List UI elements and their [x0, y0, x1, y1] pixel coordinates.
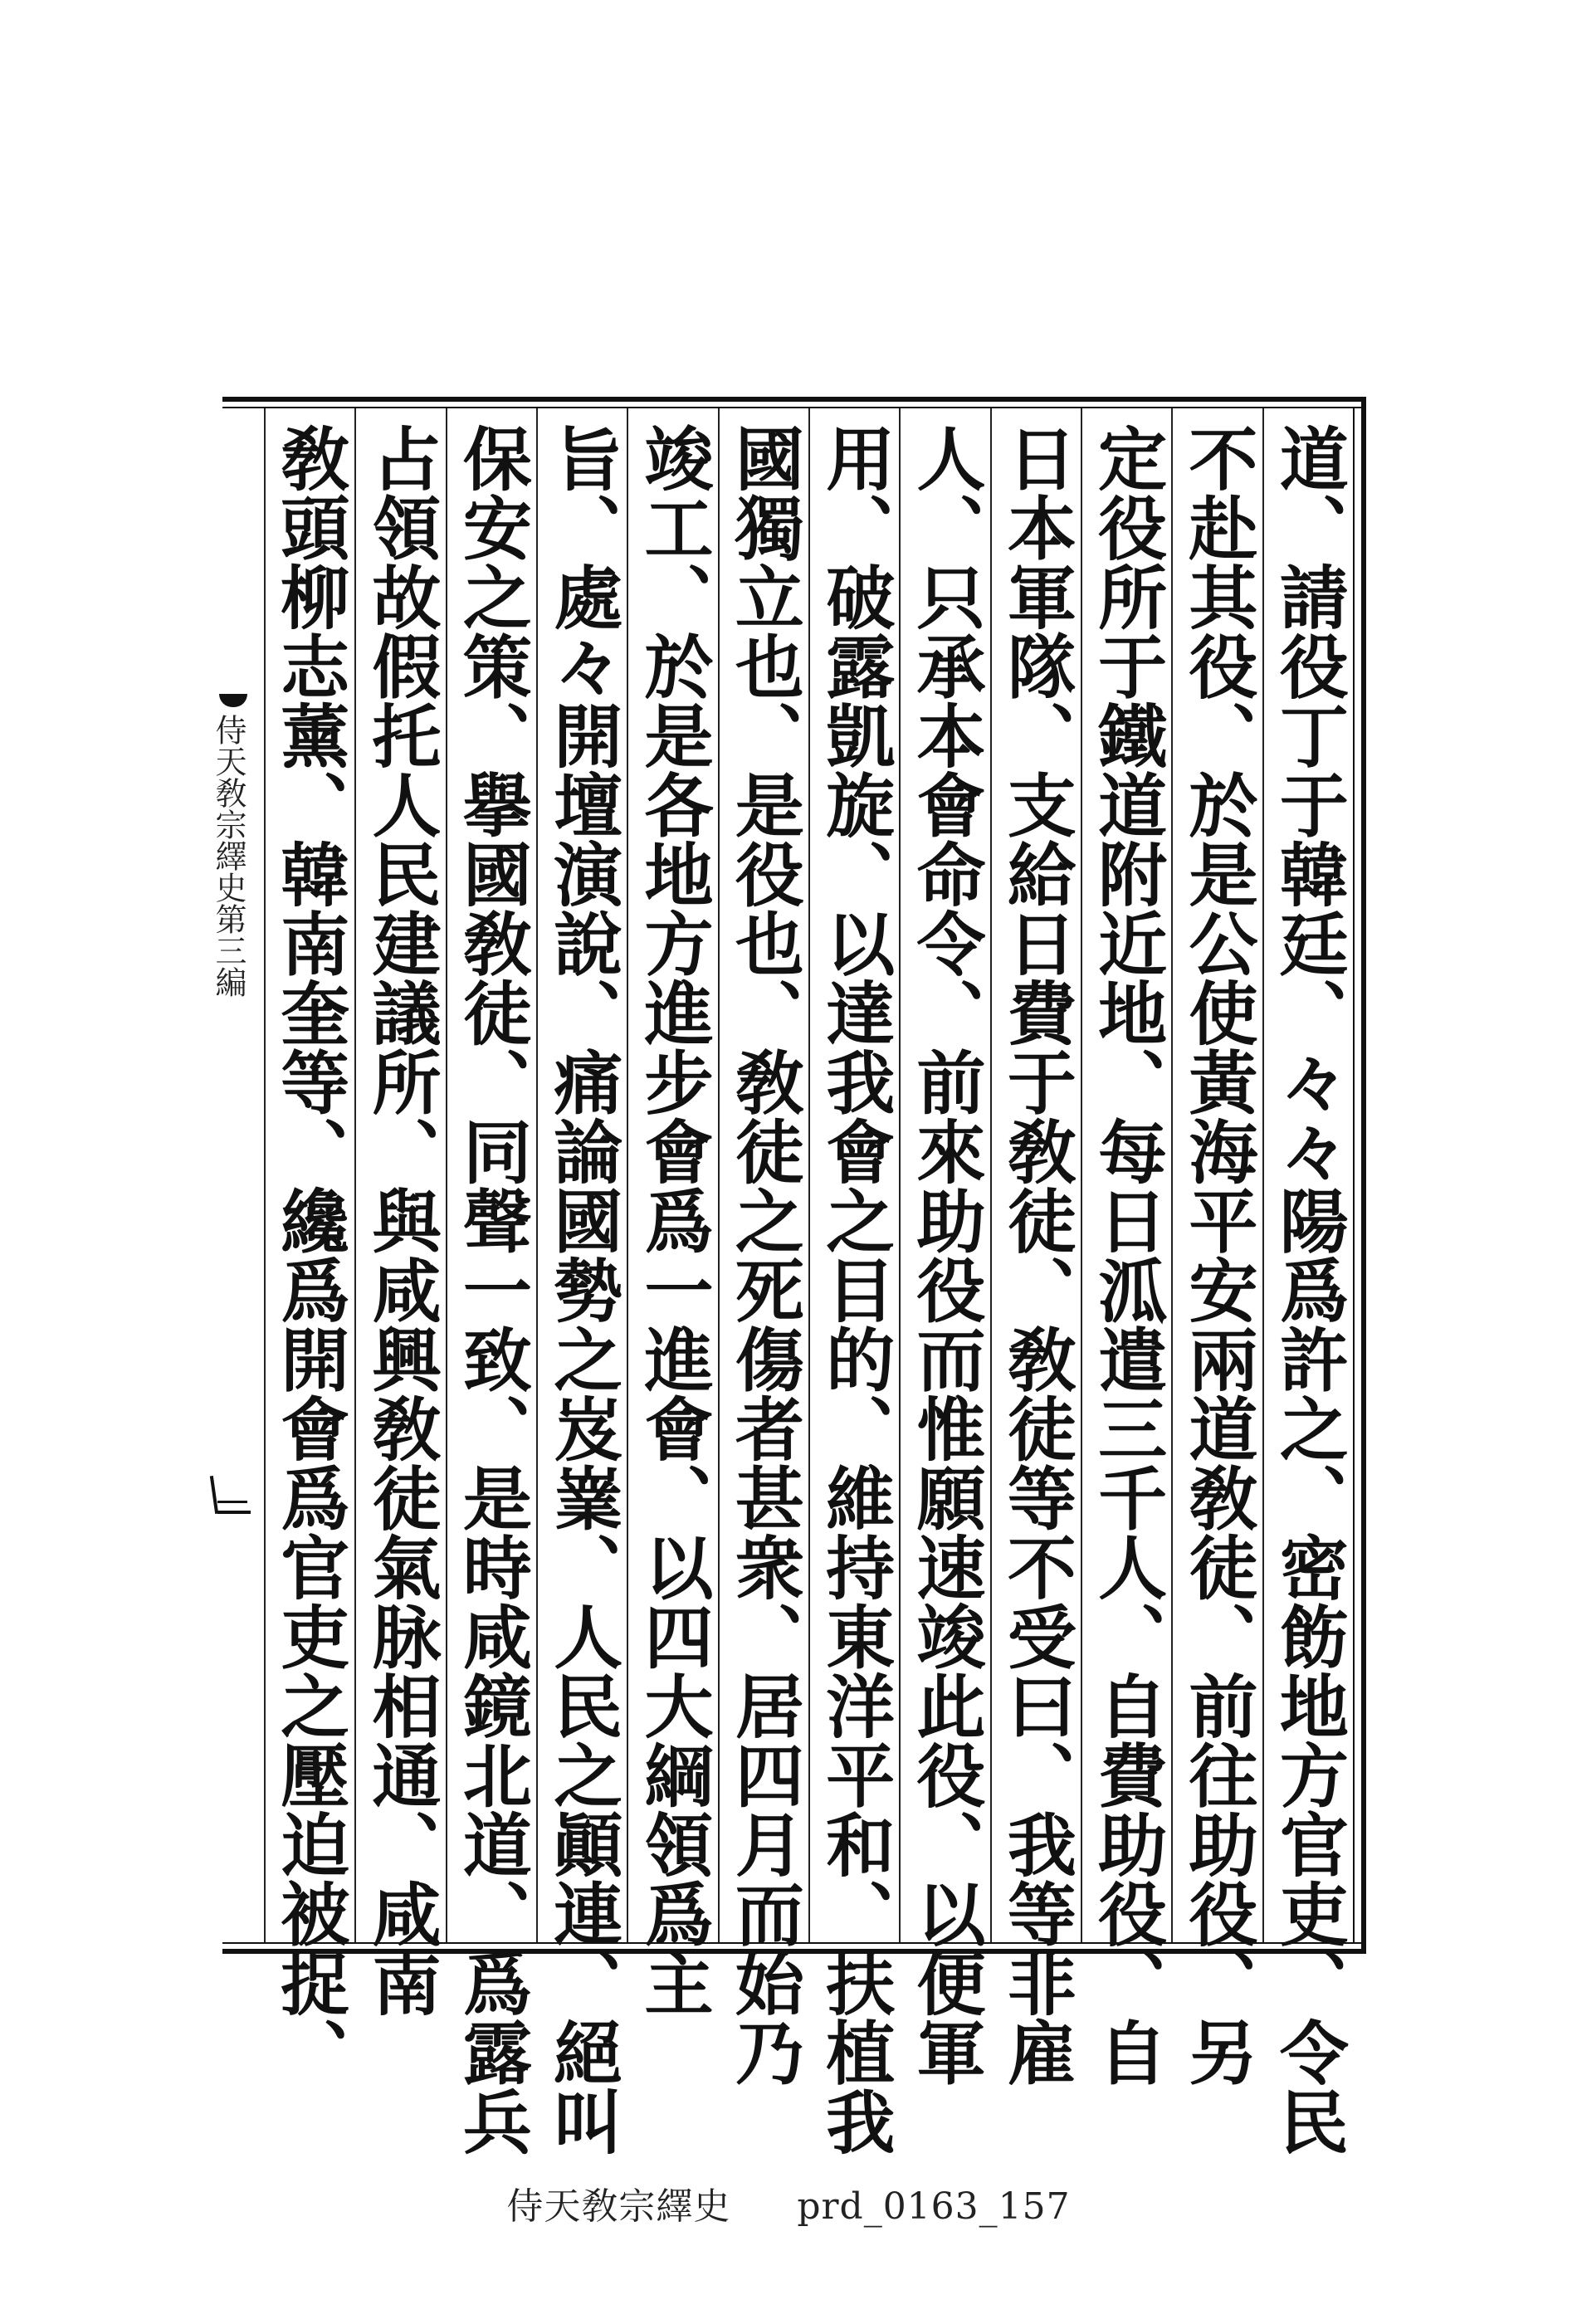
column-text: 保安之策、擧國敎徒、同聲一致、是時咸鏡北道、爲露兵 — [451, 423, 533, 2156]
column-text: 旨、處々開壇演說、痛論國勢之岌嶪、人民之顚連、絕叫 — [541, 423, 623, 2156]
column-text: 竣工、於是各地方進步會爲一進會、以四大綱領爲主 — [632, 423, 715, 2018]
page-number-mark — [212, 1476, 254, 1517]
caption-id: prd_0163_157 — [797, 2185, 1071, 2228]
column-text: 日本軍隊、支給日費于敎徒、敎徒等不受曰、我等非雇 — [995, 423, 1077, 2087]
text-column-12 — [264, 408, 354, 2087]
text-column-8 — [627, 408, 717, 2018]
text-column-7 — [718, 408, 808, 2087]
frame-inner-right-rule — [1353, 407, 1355, 1944]
running-title: 侍天敎宗繹史第三編 — [210, 714, 247, 998]
text-column-2 — [1171, 408, 1262, 2087]
caption-title: 侍天敎宗繹史 — [506, 2185, 731, 2228]
text-columns — [264, 408, 1353, 2156]
text-column-5 — [899, 408, 989, 2087]
column-text: 國獨立也、是役也、敎徒之死傷者甚衆、居四月而始乃 — [723, 423, 805, 2087]
column-text: 不赴其役、於是公使黃海平安兩道敎徒、前往助役、另 — [1177, 423, 1258, 2087]
column-text: 用、破露凱旋、以達我會之目的、維持東洋平和、扶植我 — [813, 423, 896, 2156]
page-mark-stroke-icon — [210, 1476, 218, 1514]
text-column-6 — [808, 408, 899, 2156]
text-column-11 — [354, 408, 445, 2018]
page-mark-stroke-icon — [217, 1501, 247, 1503]
text-column-10 — [446, 408, 536, 2156]
text-column-4 — [990, 408, 1081, 2087]
text-column-3 — [1081, 408, 1171, 2087]
column-text: 敎頭柳志薰、韓南奎等、纔爲開會爲官吏之壓迫被捉、 — [268, 423, 350, 2087]
column-text: 道、請役丁于韓廷、々々陽爲許之、密飭地方官吏、令民 — [1267, 423, 1350, 2156]
column-text: 定役所于鐵道附近地、每日泒遣三千人、自費助役、自 — [1086, 423, 1168, 2087]
text-column-1 — [1262, 408, 1353, 2156]
page-mark-stroke-icon — [217, 1511, 251, 1514]
text-column-9 — [536, 408, 627, 2156]
caption — [0, 2176, 1577, 2229]
column-text: 人、只承本會命令、前來助役而惟願速竣此役、以便軍 — [905, 423, 987, 2087]
column-text: 占領故假托人民建議所、與咸興敎徒氣脉相通、咸南 — [360, 423, 442, 2018]
